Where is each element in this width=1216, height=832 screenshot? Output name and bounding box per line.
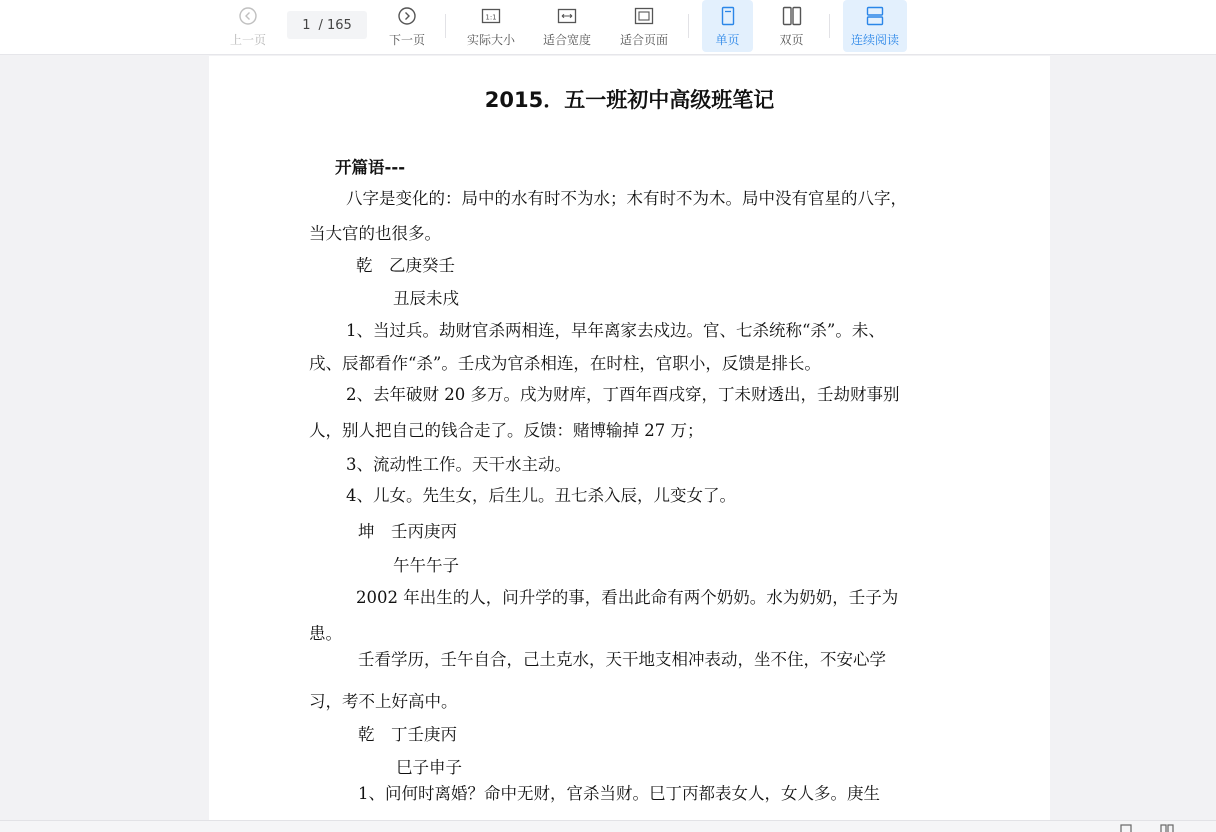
text-line: 丑辰未戌: [393, 289, 459, 308]
viewer-toolbar: [0, 0, 1216, 55]
continuous-read-button[interactable]: [843, 0, 907, 52]
continuous-read-icon: [864, 5, 886, 27]
prev-page-label: 上一页: [229, 33, 266, 47]
page-number-box[interactable]: [287, 11, 367, 39]
current-page-input[interactable]: 1: [302, 17, 311, 33]
document-page: [209, 56, 1050, 820]
double-page-status-icon[interactable]: [1160, 824, 1174, 832]
fit-width-icon: [556, 5, 578, 27]
text-line: 2002 年出生的人，问升学的事，看出此命有两个奶奶。水为奶奶，壬子为: [356, 588, 899, 607]
text-line: 乾 乙庚癸壬: [356, 256, 455, 275]
fit-page-button[interactable]: [615, 0, 673, 52]
text-line: 1、问何时离婚？命中无财，官杀当财。巳丁丙都表女人，女人多。庚生: [358, 784, 880, 803]
text-line: 2、去年破财 20 多万。戌为财库，丁酉年酉戌穿，丁未财透出，壬劫财事别: [346, 385, 900, 404]
prev-page-icon: [237, 5, 259, 27]
fit-width-label: 适合宽度: [542, 33, 591, 47]
text-line: 壬看学历，壬午自合，己土克水，天干地支相冲表动，坐不住，不安心学: [358, 650, 886, 669]
fit-page-icon: [633, 5, 655, 27]
single-page-button[interactable]: [702, 0, 753, 52]
toolbar-divider: [445, 14, 446, 38]
text-line: 当大官的也很多。: [309, 224, 441, 243]
toolbar-divider: [688, 14, 689, 38]
text-line: 八字是变化的：局中的水有时不为水；木有时不为木。局中没有官星的八字，: [346, 189, 907, 208]
text-line: 坤 壬丙庚丙: [358, 522, 457, 541]
continuous-read-label: 连续阅读: [850, 33, 899, 47]
actual-size-label: 实际大小: [466, 33, 515, 47]
single-page-icon: [717, 5, 739, 27]
text-line: 1、当过兵。劫财官杀两相连，早年离家去戍边。官、七杀统称“杀”。未、: [346, 321, 885, 340]
text-line: 开篇语---: [335, 158, 406, 177]
double-page-label: 双页: [779, 33, 804, 47]
text-line: 3、流动性工作。天干水主动。: [346, 455, 571, 474]
single-page-label: 单页: [715, 33, 740, 47]
actual-size-button[interactable]: [462, 0, 520, 52]
svg-text:1:1: 1:1: [485, 13, 497, 22]
text-line: 乾 丁壬庚丙: [358, 725, 457, 744]
double-page-icon: [781, 5, 803, 27]
text-line: 戌、辰都看作“杀”。壬戌为官杀相连，在时柱，官职小，反馈是排长。: [309, 354, 821, 373]
total-pages: / 165: [318, 17, 352, 33]
fit-width-button[interactable]: [538, 0, 596, 52]
text-line: 患。: [309, 624, 342, 643]
text-line: 巳子申子: [396, 758, 462, 777]
text-line: 午午午子: [393, 556, 459, 575]
actual-size-icon: [480, 5, 502, 27]
document-title: 2015．五一班初中高级班笔记: [484, 88, 775, 112]
fit-page-label: 适合页面: [619, 33, 668, 47]
status-bar: [0, 820, 1216, 832]
single-page-status-icon[interactable]: [1119, 824, 1133, 832]
prev-page-button[interactable]: [224, 0, 272, 52]
toolbar-divider: [829, 14, 830, 38]
text-line: 4、儿女。先生女，后生儿。丑七杀入辰，儿变女了。: [346, 486, 736, 505]
double-page-button[interactable]: [766, 0, 817, 52]
text-line: 人，别人把自己的钱合走了。反馈：赌博输掉 27 万；: [309, 421, 704, 440]
next-page-label: 下一页: [388, 33, 425, 47]
next-page-icon: [396, 5, 418, 27]
text-line: 习，考不上好高中。: [309, 692, 458, 711]
next-page-button[interactable]: [383, 0, 431, 52]
